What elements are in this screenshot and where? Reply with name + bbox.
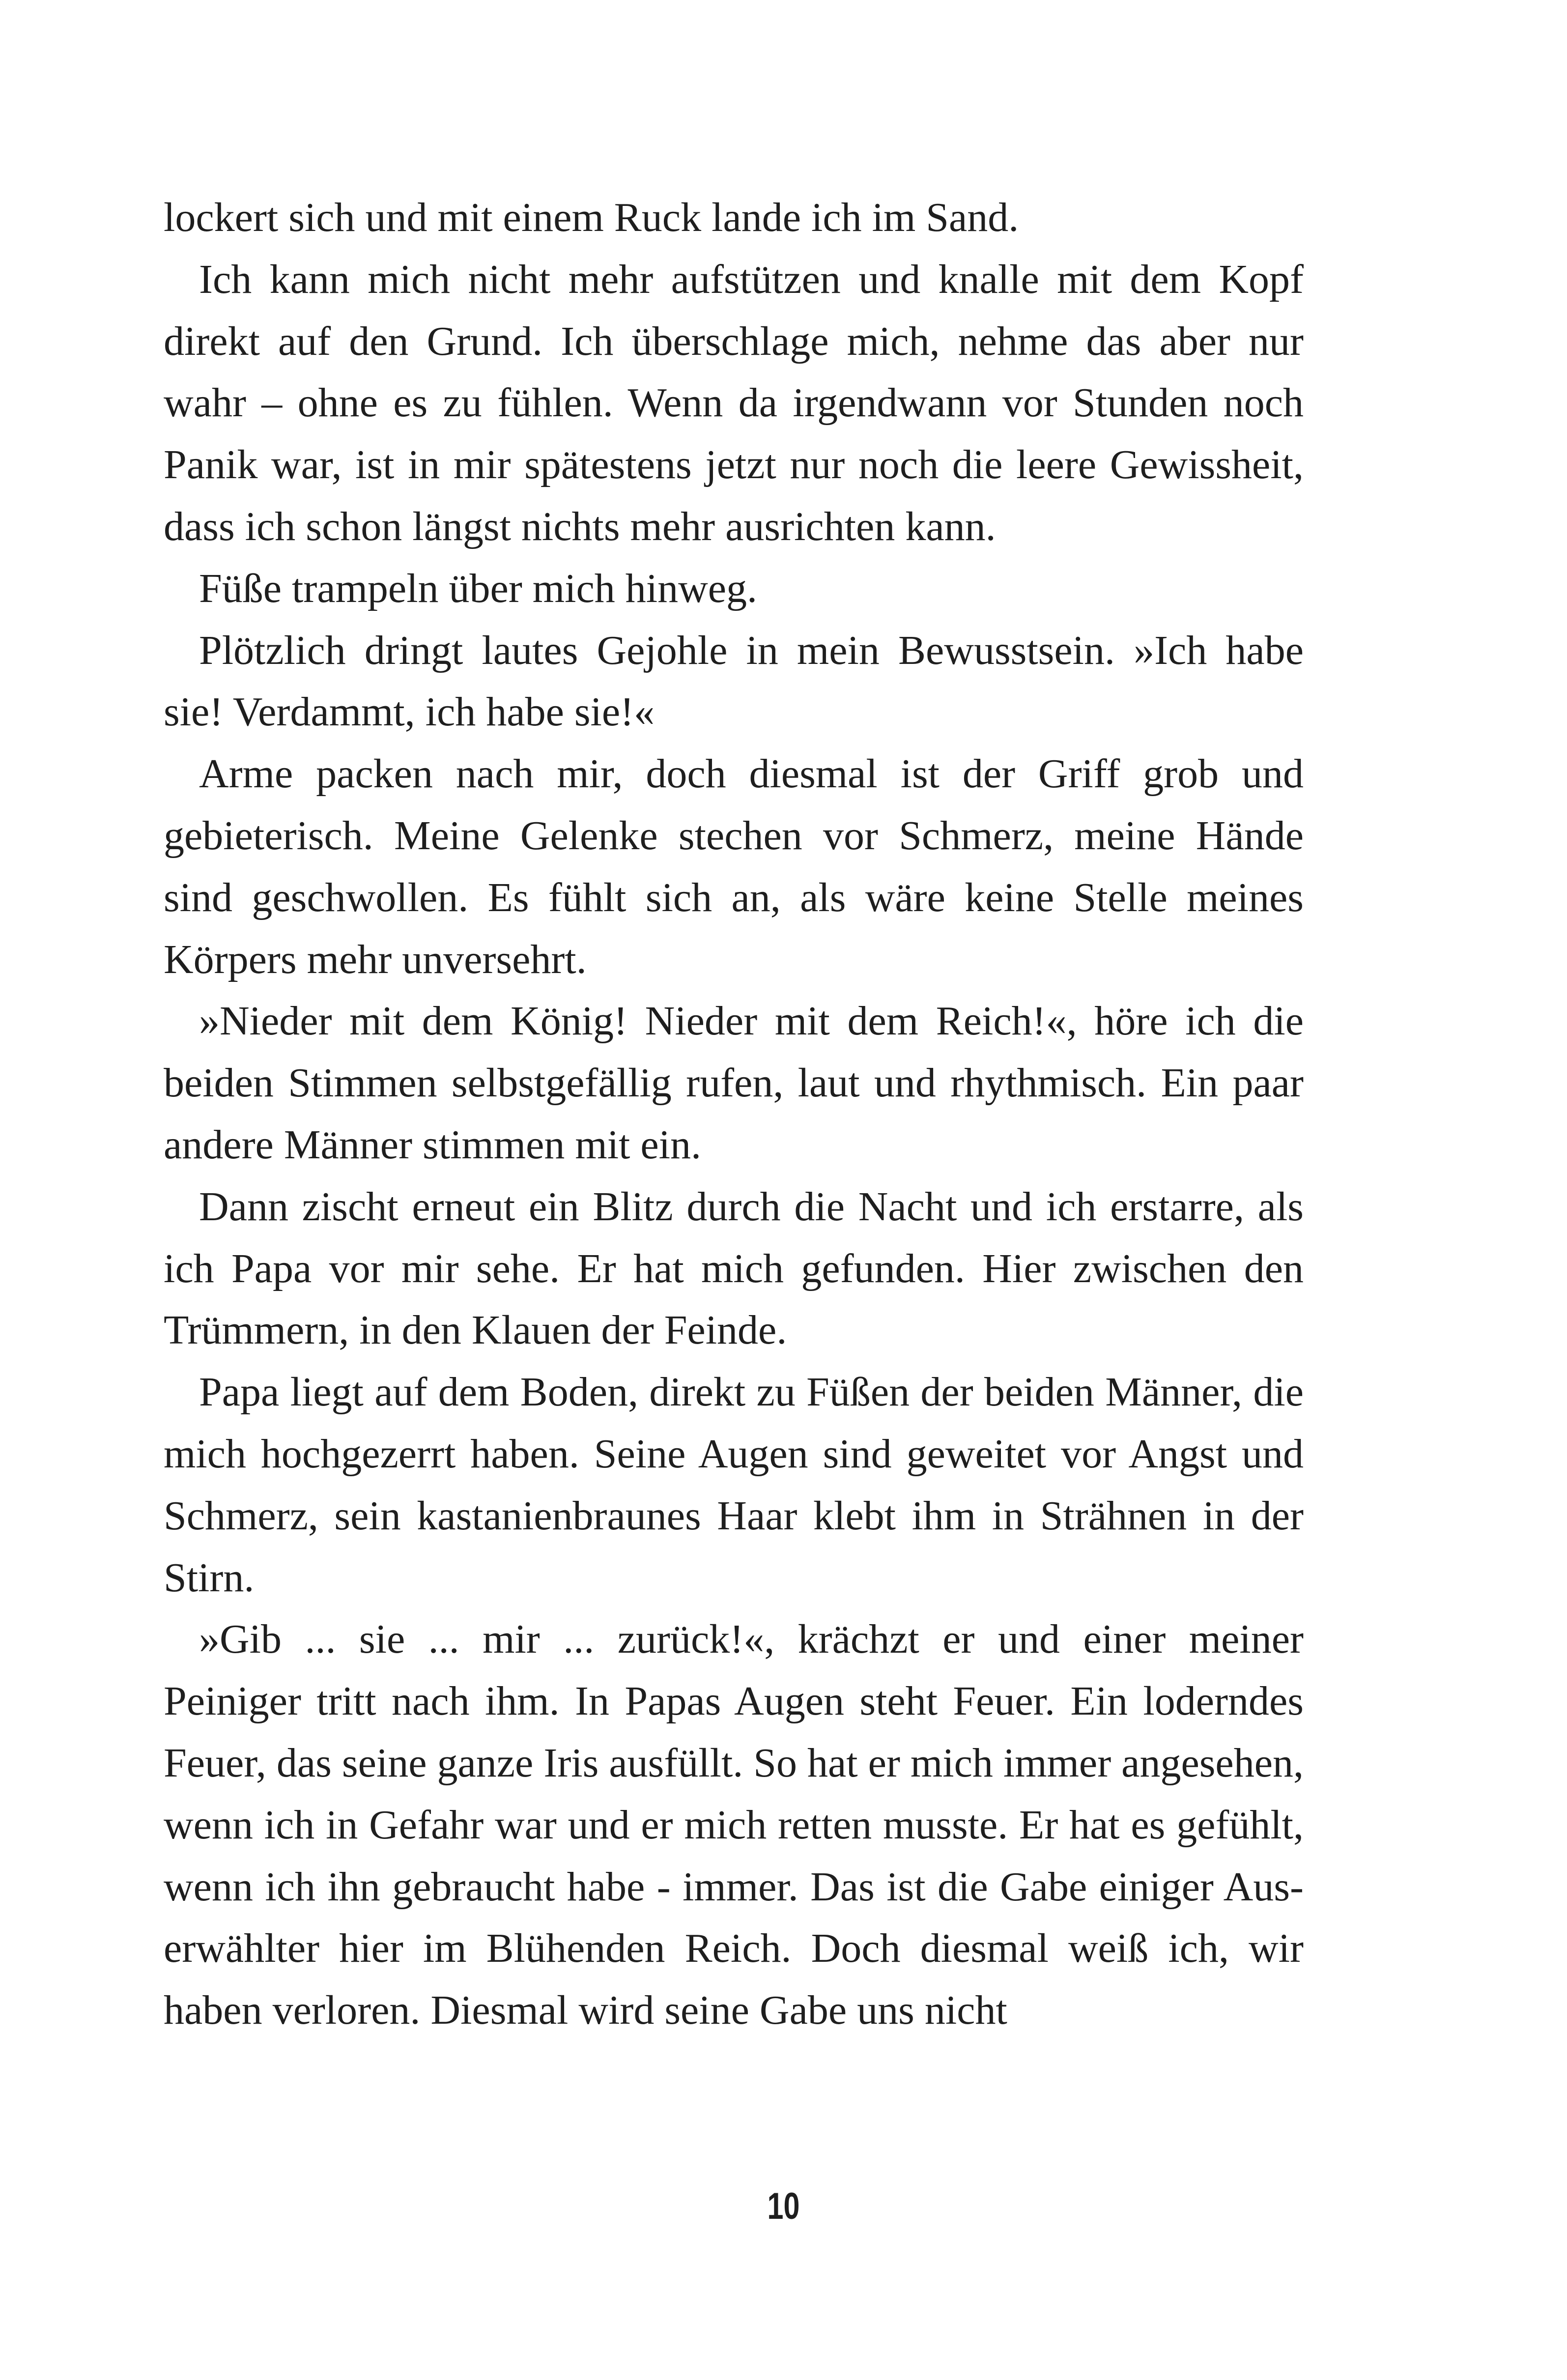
paragraph: Plötzlich dringt lautes Gejohle in mein Bewusstsein. »Ich habe sie! Verdammt, ich habe sie!«	[164, 627, 1304, 735]
page-number: 10	[767, 2185, 800, 2227]
paragraph: lockert sich und mit einem Ruck lande ich im Sand.	[164, 195, 1019, 240]
paragraph: »Gib ... sie ... mir ... zurück!«, krächzt er und einer meiner Peiniger tritt nach ihm. In Papas Augen steht Feuer. Ein loderndes Feuer, das seine ganze Iris ausfüllt. So hat er mich immer angesehen, wenn ich in Gefahr war und er mich retten musste. Er hat es gefühlt, wenn ich ihn gebraucht habe - immer. Das ist die Gabe einiger Auserwählter hier im Blühenden Reich. Doch diesmal weiß ich, wir haben verloren. Diesmal wird seine Gabe uns nicht	[164, 1616, 1304, 2034]
paragraph: »Nieder mit dem König! Nieder mit dem Reich!«, höre ich die beiden Stimmen selbstgefällig rufen, laut und rhythmisch. Ein paar andere Männer stimmen mit ein.	[164, 998, 1304, 1168]
paragraph: Füße trampeln über mich hinweg.	[199, 565, 758, 611]
paragraph: Ich kann mich nicht mehr aufstützen und knalle mit dem Kopf direkt auf den Grund. Ich überschlage mich, nehme das aber nur wahr – ohne es zu fühlen. Wenn da irgendwann vor Stunden noch Panik war, ist in mir spätestens jetzt nur noch die leere Gewissheit, dass ich schon längst nichts mehr ausrichten kann.	[164, 256, 1304, 549]
body-text	[164, 187, 1304, 2041]
paragraph: Arme packen nach mir, doch diesmal ist der Griff grob und gebieterisch. Meine Gelenke stechen vor Schmerz, meine Hände sind geschwollen. Es fühlt sich an, als wäre keine Stelle meines Körpers mehr unversehrt.	[164, 751, 1304, 982]
paragraph: Papa liegt auf dem Boden, direkt zu Füßen der beiden Männer, die mich hochgezerrt haben. Seine Augen sind geweitet vor Angst und Schmerz, sein kastanienbraunes Haar klebt ihm in Strähnen in der Stirn.	[164, 1369, 1304, 1601]
paragraph: Dann zischt erneut ein Blitz durch die Nacht und ich erstarre, als ich Papa vor mir sehe. Er hat mich gefunden. Hier zwischen den Trümmern, in den Klauen der Feinde.	[164, 1183, 1304, 1353]
